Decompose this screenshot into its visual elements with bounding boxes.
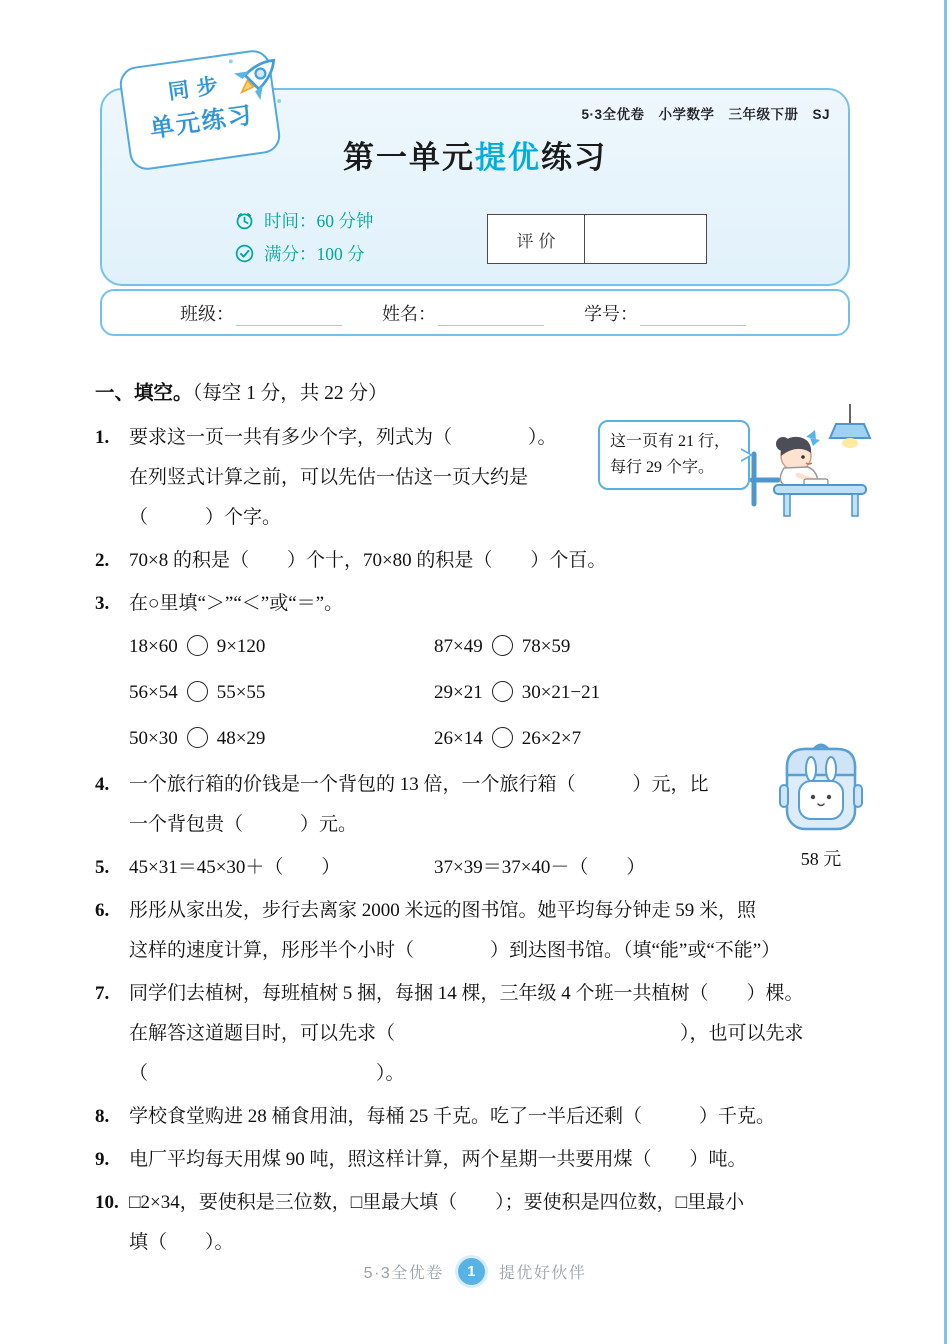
expression-right: 78×59: [521, 636, 571, 657]
page-edge-strip: [944, 0, 947, 1344]
question-5-number: 5.: [95, 857, 110, 878]
question-4-number: 4.: [95, 774, 110, 795]
question-7-number: 7.: [95, 983, 110, 1004]
comparison-circle[interactable]: [492, 727, 513, 748]
section-title: 一、填空。: [95, 383, 193, 404]
comparison-circle[interactable]: [492, 635, 513, 656]
class-label: 班级：: [180, 303, 234, 324]
question-7-line3: （ ）。: [129, 1063, 405, 1084]
name-blank-line[interactable]: [438, 306, 544, 326]
comparison-circle[interactable]: [187, 635, 208, 656]
expression-left: 50×30: [129, 728, 178, 749]
clock-icon: [234, 210, 255, 231]
question-6: [95, 891, 867, 971]
question-5-part2: 37×39＝37×40－（ ）: [434, 857, 646, 878]
question-1-line2: 在列竖式计算之前，可以先估一估这一页大约是: [129, 467, 529, 488]
backpack-price: 58 元: [800, 849, 842, 869]
footer-slogan: 提优好伙伴: [498, 1265, 587, 1282]
student-number-blank-line[interactable]: [640, 306, 746, 326]
question-3: [95, 584, 867, 762]
worksheet-content: [95, 376, 867, 1263]
question-5-part1: 45×31＝45×30＋（ ）: [129, 857, 341, 878]
evaluation-table: [487, 214, 707, 264]
comparison-circle[interactable]: [187, 727, 208, 748]
comparison-circle[interactable]: [187, 681, 208, 702]
backpack-icon: [771, 737, 871, 837]
question-2-number: 2.: [95, 550, 110, 571]
name-label: 姓名：: [382, 303, 436, 324]
expression-right: 48×29: [216, 728, 266, 749]
hint-speech-bubble: [598, 420, 750, 490]
question-8-number: 8.: [95, 1106, 110, 1127]
question-5: [95, 848, 867, 888]
class-field: [180, 300, 342, 326]
page-footer: [0, 1258, 950, 1285]
title-suffix: 练习: [541, 140, 607, 175]
expression-right: 55×55: [216, 682, 266, 703]
question-10-number: 10.: [95, 1192, 119, 1213]
comparison-circle[interactable]: [492, 681, 513, 702]
question-1-number: 1.: [95, 427, 110, 448]
evaluation-blank-cell[interactable]: [585, 215, 706, 263]
expression-left: 56×54: [129, 682, 178, 703]
question-10-body: [129, 1183, 867, 1263]
comparison-grid: [129, 624, 867, 762]
expression-left: 87×49: [434, 636, 483, 657]
question-3-intro: 在○里填“＞”“＜”或“＝”。: [129, 593, 344, 614]
question-1-line1: 要求这一页一共有多少个字，列式为（ ）。: [129, 427, 557, 448]
student-number-label: 学号：: [584, 303, 638, 324]
question-7-line1: 同学们去植树，每班植树 5 捆，每捆 14 棵，三年级 4 个班一共植树（ ）棵。: [129, 983, 804, 1004]
question-6-line2: 这样的速度计算，彤彤半个小时（ ）到达图书馆。（填“能”或“不能”）: [129, 940, 781, 961]
score-label: 满分：100 分: [264, 244, 365, 264]
question-4-body: [129, 765, 867, 845]
expression-left: 18×60: [129, 636, 178, 657]
evaluation-label: 评价: [488, 215, 585, 263]
question-7: [95, 974, 867, 1094]
comparison-cell: [129, 624, 434, 670]
question-3-number: 3.: [95, 593, 110, 614]
badge-text-top: 同步: [166, 73, 228, 105]
question-9: [95, 1140, 867, 1180]
time-row: [234, 204, 373, 237]
expression-right: 30×21−21: [521, 682, 601, 703]
rocket-icon: [222, 46, 288, 112]
question-10: [95, 1183, 867, 1263]
hint-line1: 这一页有 21 行，: [610, 433, 731, 450]
expression-left: 26×14: [434, 728, 483, 749]
student-info-box: [100, 289, 850, 336]
student-number-field: [584, 300, 746, 326]
score-row: [234, 237, 373, 270]
question-6-line1: 彤彤从家出发，步行去离家 2000 米远的图书馆。她平均每分钟走 59 米，照: [129, 900, 757, 921]
expression-left: 29×21: [434, 682, 483, 703]
page-number-badge: 1: [458, 1258, 485, 1285]
comparison-cell: [129, 670, 434, 716]
question-2: [95, 541, 867, 581]
badge-text-bottom: 单元练习: [148, 101, 256, 143]
check-circle-icon: [234, 243, 255, 264]
exam-meta: [234, 204, 373, 270]
question-8-text: 学校食堂购进 28 桶食用油，每桶 25 千克。吃了一半后还剩（ ）千克。: [129, 1106, 776, 1127]
time-label: 时间：60 分钟: [264, 211, 374, 231]
class-blank-line[interactable]: [236, 306, 342, 326]
section-note: （每空 1 分，共 22 分）: [192, 383, 388, 404]
comparison-cell: [434, 670, 867, 716]
comparison-cell: [434, 624, 867, 670]
footer-brand: 5·3全优卷: [363, 1265, 444, 1282]
title-highlight: 提优: [475, 140, 541, 175]
title-prefix: 第一单元: [343, 140, 475, 175]
name-field: [382, 300, 544, 326]
course-info: 5·3全优卷 小学数学 三年级下册 SJ: [581, 107, 830, 122]
question-9-text: 电厂平均每天用煤 90 吨，照这样计算，两个星期一共要用煤（ ）吨。: [129, 1149, 747, 1170]
question-6-number: 6.: [95, 900, 110, 921]
question-2-text: 70×8 的积是（ ）个十，70×80 的积是（ ）个百。: [129, 550, 607, 571]
question-1-line3: （ ）个字。: [129, 507, 282, 528]
question-3-body: [129, 584, 867, 762]
question-5-body: [129, 848, 867, 888]
question-9-number: 9.: [95, 1149, 110, 1170]
hint-line2: 每行 29 个字。: [610, 459, 715, 476]
question-10-line1: □2×34，要使积是三位数，□里最大填（ ）；要使积是四位数，□里最小: [129, 1192, 745, 1213]
expression-right: 9×120: [216, 636, 266, 657]
question-4-line1: 一个旅行箱的价钱是一个背包的 13 倍，一个旅行箱（ ）元，比: [129, 774, 709, 795]
question-6-body: [129, 891, 867, 971]
question-8: [95, 1097, 867, 1137]
question-1: [95, 418, 867, 538]
expression-right: 26×2×7: [521, 728, 582, 749]
question-7-line2: 在解答这道题目时，可以先求（ ），也可以先求: [129, 1023, 804, 1044]
comparison-cell: [129, 716, 434, 762]
question-10-line2: 填（ ）。: [129, 1232, 234, 1253]
question-4-line2: 一个背包贵（ ）元。: [129, 814, 358, 835]
question-7-body: [129, 974, 867, 1094]
